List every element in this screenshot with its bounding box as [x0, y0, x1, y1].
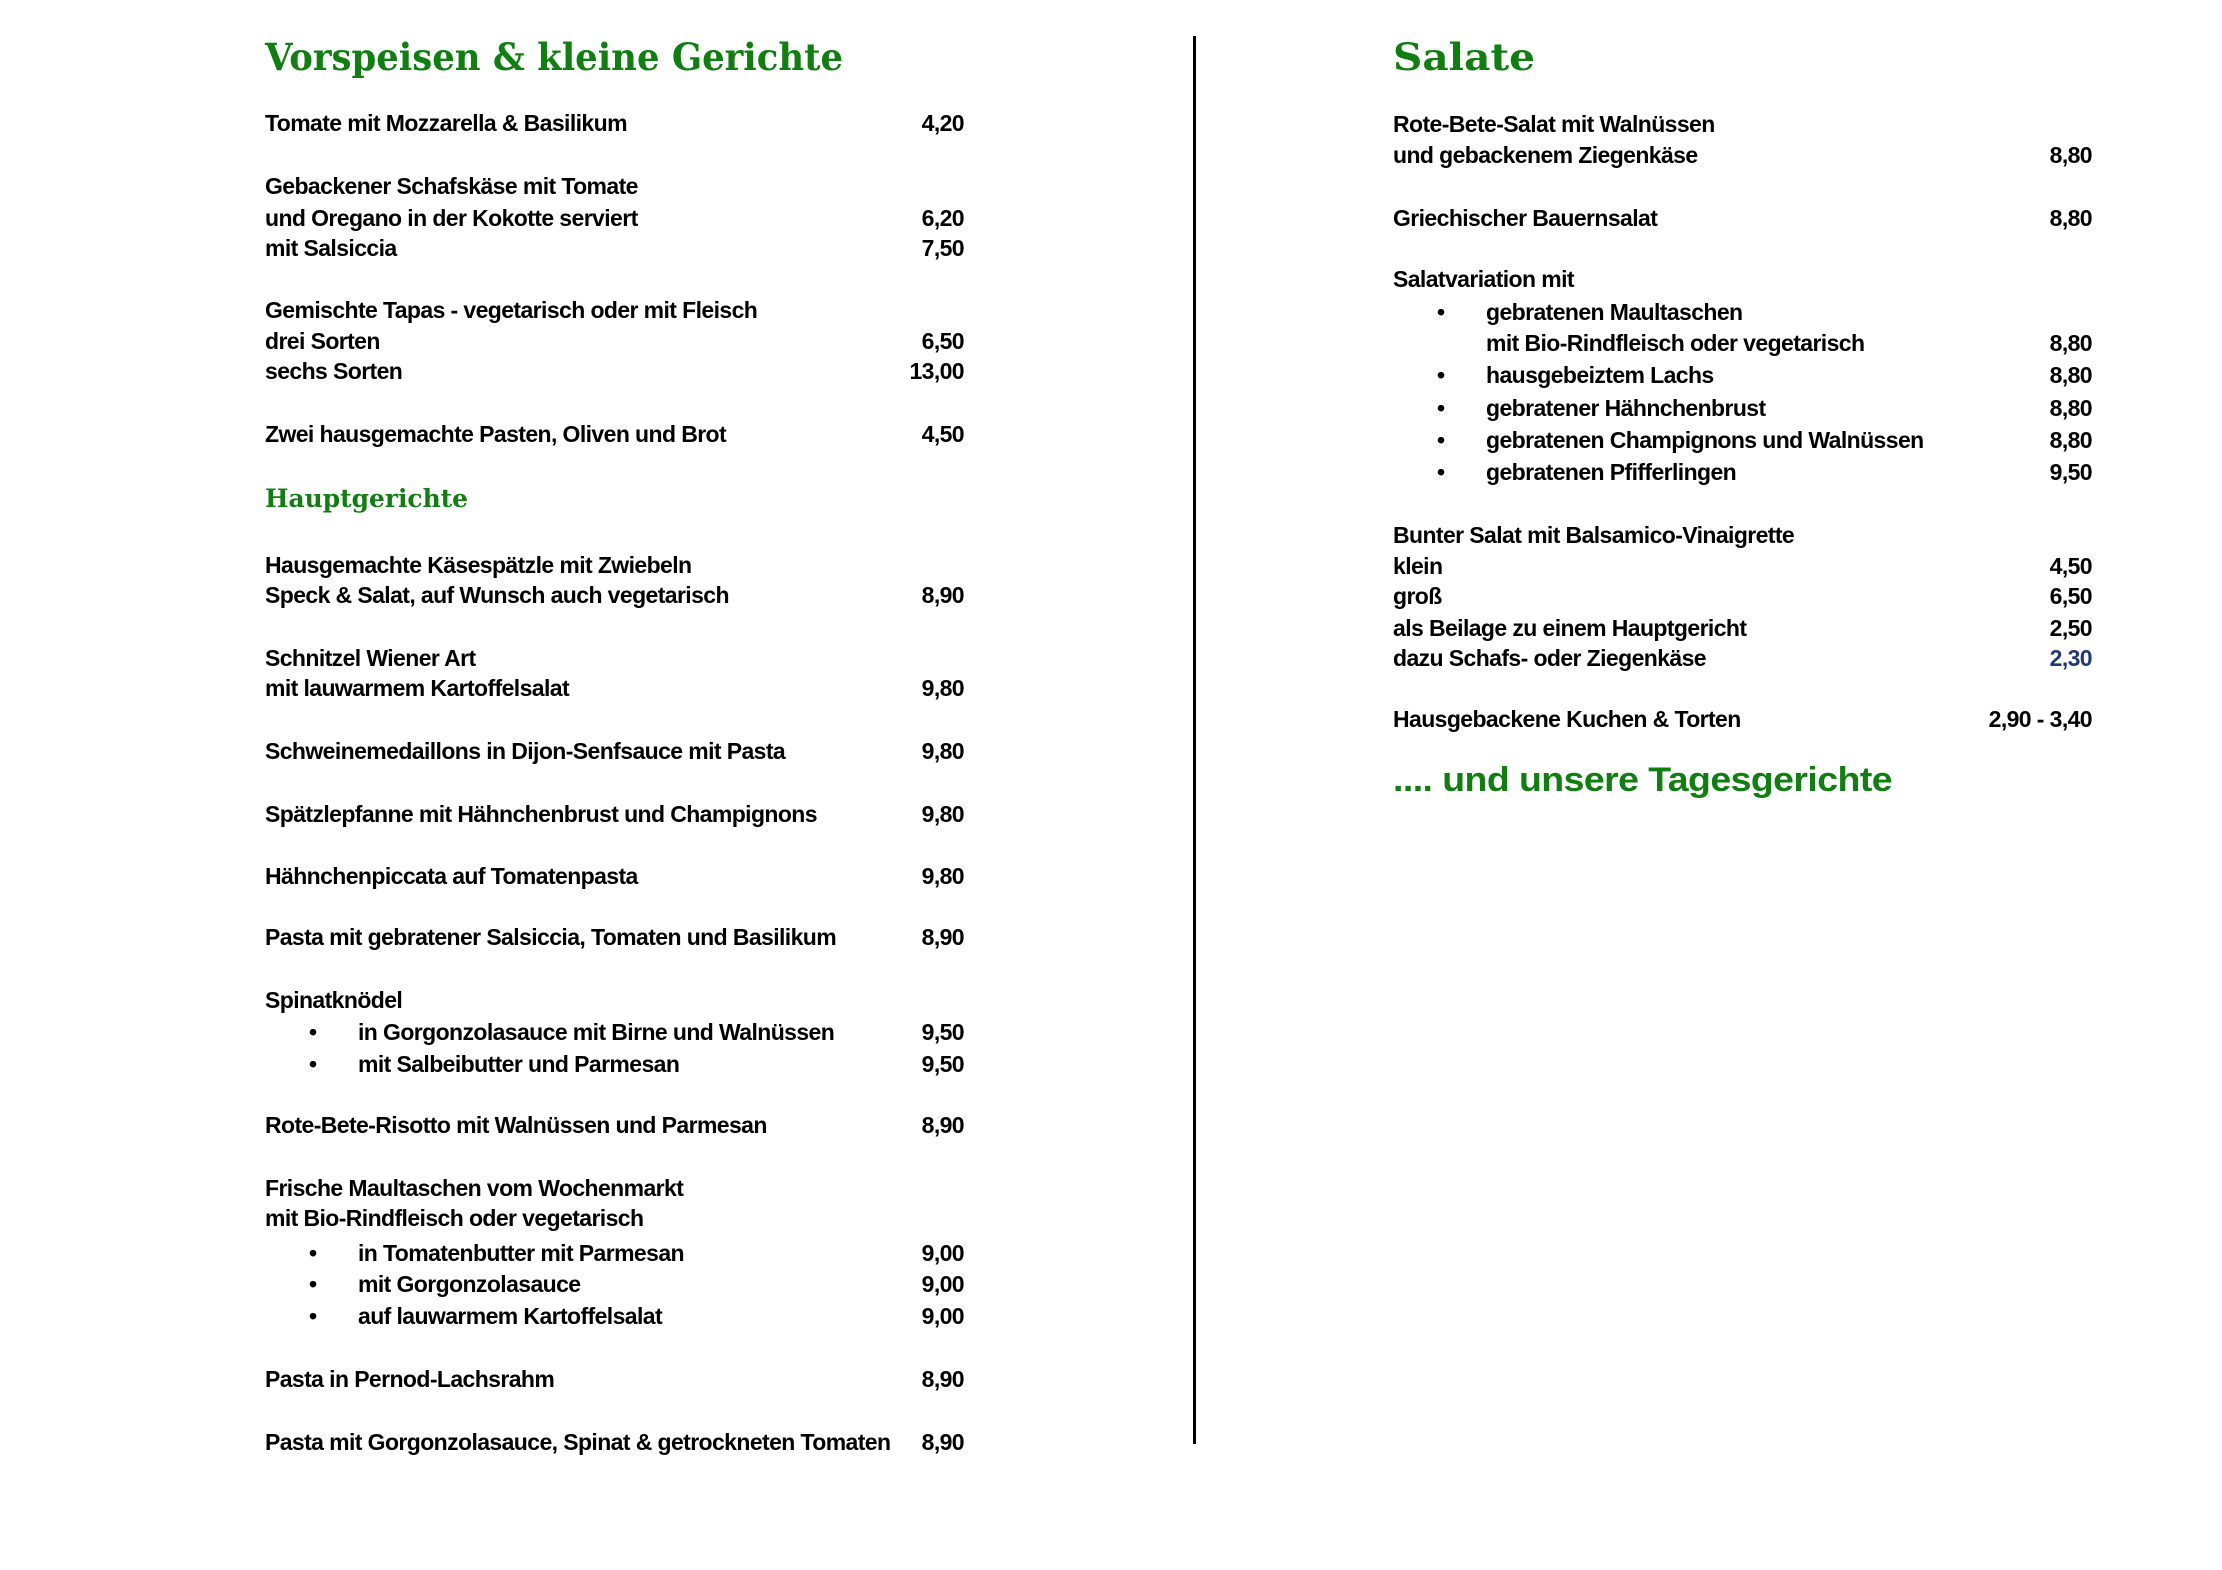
menu-subitem: [1393, 457, 2092, 488]
item-price: 8,90: [921, 582, 964, 608]
item-name: Spinatknödel: [265, 987, 403, 1013]
item-name: Schweinemedaillons in Dijon-Senfsauce mit Pasta: [265, 738, 786, 764]
menu-subitem: [265, 1017, 964, 1048]
menu-item: [265, 799, 964, 830]
item-price: 9,80: [921, 675, 964, 701]
item-name: groß: [1393, 583, 1442, 609]
item-price: 7,50: [921, 235, 964, 261]
item-name: Speck & Salat, auf Wunsch auch vegetarisch: [265, 582, 729, 608]
menu-subitem: [1393, 328, 2092, 359]
item-price: 9,00: [921, 1240, 964, 1266]
item-price: 2,50: [2049, 615, 2092, 641]
menu-item: [265, 108, 964, 139]
item-name: mit Bio-Rindfleisch oder vegetarisch: [265, 1205, 644, 1231]
menu-item: [265, 550, 964, 581]
menu-item: [1393, 581, 2092, 612]
item-price: 8,90: [921, 1429, 964, 1455]
bullet-icon: •: [309, 1019, 318, 1045]
item-price: 4,20: [921, 110, 964, 136]
menu-item: [265, 419, 964, 450]
item-name: hausgebeiztem Lachs: [1486, 362, 1714, 388]
item-price: 6,20: [921, 205, 964, 231]
item-name: Frische Maultaschen vom Wochenmarkt: [265, 1175, 684, 1201]
item-name: in Gorgonzolasauce mit Birne und Walnüssen: [358, 1019, 835, 1045]
item-name: Gemischte Tapas - vegetarisch oder mit Fleisch: [265, 297, 758, 323]
menu-item: [265, 203, 964, 234]
item-price: 8,80: [2049, 330, 2092, 356]
item-price: 13,00: [909, 358, 964, 384]
menu-item: [265, 580, 964, 611]
bullet-icon: •: [1437, 299, 1446, 325]
section-title-mains: Hauptgerichte: [265, 484, 468, 513]
item-price: 9,50: [921, 1051, 964, 1077]
item-name: Bunter Salat mit Balsamico-Vinaigrette: [1393, 522, 1795, 548]
item-name: Salatvariation mit: [1393, 266, 1574, 292]
item-name: Spätzlepfanne mit Hähnchenbrust und Champignons: [265, 801, 817, 827]
item-price: 9,80: [921, 863, 964, 889]
menu-subitem: [265, 1049, 964, 1080]
menu-item: [265, 356, 964, 387]
item-price: 8,80: [2049, 362, 2092, 388]
menu-item: [1393, 140, 2092, 171]
menu-subitem: [265, 1269, 964, 1300]
item-name: Pasta in Pernod-Lachsrahm: [265, 1366, 555, 1392]
item-price: 6,50: [2049, 583, 2092, 609]
item-price: 2,90 - 3,40: [1988, 706, 2092, 732]
bullet-icon: •: [309, 1303, 318, 1329]
item-name: Hausgebackene Kuchen & Torten: [1393, 706, 1741, 732]
bullet-icon: •: [1437, 395, 1446, 421]
menu-item: [1393, 264, 2092, 295]
menu-item: [1393, 613, 2092, 644]
section-title-salads: Salate: [1393, 35, 1535, 79]
menu-subitem: [1393, 297, 2092, 328]
menu-item: [265, 922, 964, 953]
item-price: 9,80: [921, 738, 964, 764]
item-name: auf lauwarmem Kartoffelsalat: [358, 1303, 663, 1329]
item-price: 9,50: [2049, 459, 2092, 485]
menu-item: [265, 171, 964, 202]
item-price: 4,50: [921, 421, 964, 447]
menu-item: [265, 643, 964, 674]
item-name: Hähnchenpiccata auf Tomatenpasta: [265, 863, 638, 889]
menu-item: [1393, 551, 2092, 582]
menu-item: [1393, 643, 2092, 674]
item-name: mit Gorgonzolasauce: [358, 1271, 581, 1297]
item-name: als Beilage zu einem Hauptgericht: [1393, 615, 1747, 641]
item-price: 8,90: [921, 1366, 964, 1392]
bullet-icon: •: [1437, 459, 1446, 485]
item-name: Tomate mit Mozzarella & Basilikum: [265, 110, 627, 136]
right-column: [1393, 0, 2092, 1570]
item-name: Gebackener Schafskäse mit Tomate: [265, 173, 638, 199]
menu-item: [1393, 109, 2092, 140]
menu-subitem: [1393, 360, 2092, 391]
item-price: 4,50: [2049, 553, 2092, 579]
menu-subitem: [265, 1238, 964, 1269]
item-name: und gebackenem Ziegenkäse: [1393, 142, 1698, 168]
item-name: Rote-Bete-Salat mit Walnüssen: [1393, 111, 1715, 137]
item-name: mit Salbeibutter und Parmesan: [358, 1051, 680, 1077]
daily-specials-note: .... und unsere Tagesgerichte: [1393, 761, 1892, 799]
menu-item: [265, 233, 964, 264]
item-price: 9,50: [921, 1019, 964, 1045]
item-name: gebratenen Maultaschen: [1486, 299, 1743, 325]
item-price: 8,80: [2049, 427, 2092, 453]
item-name: Griechischer Bauernsalat: [1393, 205, 1658, 231]
item-name: klein: [1393, 553, 1443, 579]
item-name: Rote-Bete-Risotto mit Walnüssen und Parmesan: [265, 1112, 767, 1138]
item-name: in Tomatenbutter mit Parmesan: [358, 1240, 684, 1266]
bullet-icon: •: [1437, 427, 1446, 453]
menu-item: [265, 985, 964, 1016]
item-name: dazu Schafs- oder Ziegenkäse: [1393, 645, 1706, 671]
item-price: 9,00: [921, 1303, 964, 1329]
item-price: 6,50: [921, 328, 964, 354]
menu-item: [1393, 704, 2092, 735]
menu-item: [265, 673, 964, 704]
item-price: 9,00: [921, 1271, 964, 1297]
item-name: sechs Sorten: [265, 358, 403, 384]
menu-item: [265, 326, 964, 357]
column-divider: [1193, 36, 1196, 1444]
item-name: Schnitzel Wiener Art: [265, 645, 476, 671]
item-price: 8,80: [2049, 142, 2092, 168]
item-name: gebratener Hähnchenbrust: [1486, 395, 1766, 421]
menu-item: [265, 736, 964, 767]
menu-item: [265, 1364, 964, 1395]
menu-subitem: [265, 1301, 964, 1332]
item-price: 8,80: [2049, 205, 2092, 231]
menu-subitem: [1393, 393, 2092, 424]
menu-subitem: [1393, 425, 2092, 456]
menu-item: [265, 1203, 964, 1234]
item-name: Zwei hausgemachte Pasten, Oliven und Brot: [265, 421, 727, 447]
menu-item: [1393, 520, 2092, 551]
menu-item: [265, 1427, 964, 1458]
bullet-icon: •: [1437, 362, 1446, 388]
item-price: 2,30: [2049, 645, 2092, 671]
item-price: 8,80: [2049, 395, 2092, 421]
menu-item: [1393, 203, 2092, 234]
item-name: Pasta mit gebratener Salsiccia, Tomaten und Basilikum: [265, 924, 837, 950]
item-price: 8,90: [921, 1112, 964, 1138]
item-name: und Oregano in der Kokotte serviert: [265, 205, 638, 231]
menu-item: [265, 1110, 964, 1141]
bullet-icon: •: [309, 1240, 318, 1266]
item-price: 8,90: [921, 924, 964, 950]
bullet-icon: •: [309, 1271, 318, 1297]
item-name: mit Salsiccia: [265, 235, 397, 261]
item-name: mit Bio-Rindfleisch oder vegetarisch: [1486, 330, 1865, 356]
menu-item: [265, 1173, 964, 1204]
item-name: Hausgemachte Käsespätzle mit Zwiebeln: [265, 552, 692, 578]
item-name: Pasta mit Gorgonzolasauce, Spinat & getrockneten Tomaten: [265, 1429, 891, 1455]
item-name: mit lauwarmem Kartoffelsalat: [265, 675, 570, 701]
menu-item: [265, 861, 964, 892]
left-column: [265, 0, 964, 1570]
item-name: drei Sorten: [265, 328, 380, 354]
item-price: 9,80: [921, 801, 964, 827]
item-name: gebratenen Champignons und Walnüssen: [1486, 427, 1924, 453]
menu-item: [265, 295, 964, 326]
section-title-starters: Vorspeisen & kleine Gerichte: [265, 35, 843, 79]
item-name: gebratenen Pfifferlingen: [1486, 459, 1737, 485]
bullet-icon: •: [309, 1051, 318, 1077]
